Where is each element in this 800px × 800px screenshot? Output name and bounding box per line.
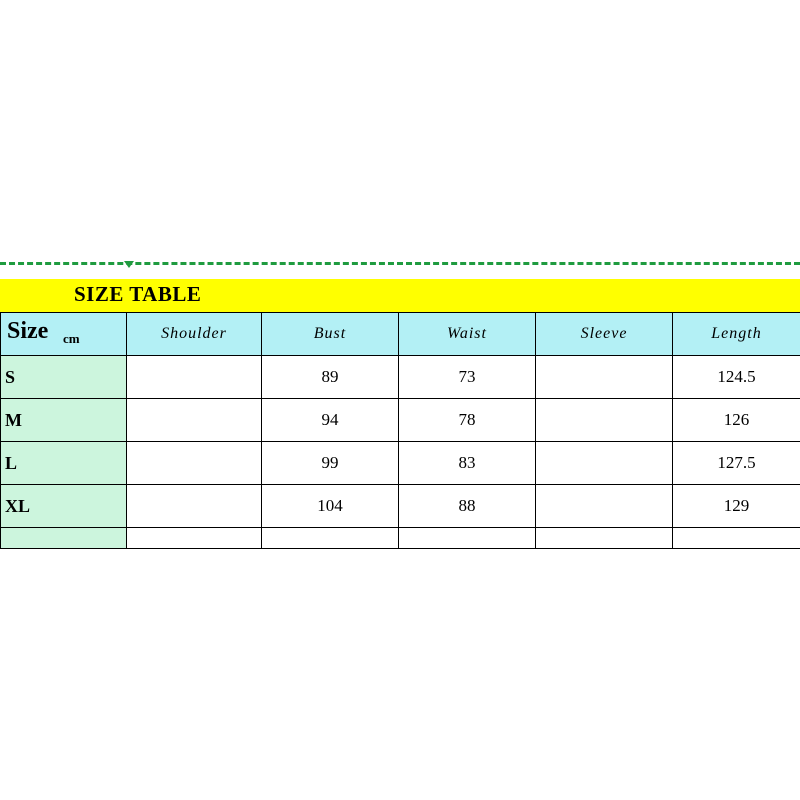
- cell-shoulder: [127, 356, 262, 399]
- cell-sleeve: [536, 442, 673, 485]
- table-row: [1, 399, 800, 442]
- cell-empty: [262, 528, 399, 549]
- cell-sleeve: [536, 356, 673, 399]
- cell-length: 126: [673, 399, 800, 442]
- table-row-partial: [1, 528, 800, 549]
- column-header-sleeve: Sleeve: [536, 313, 673, 356]
- cell-sleeve: [536, 399, 673, 442]
- cell-waist: 83: [399, 442, 536, 485]
- table-row: [1, 442, 800, 485]
- size-table-title-bar: [0, 279, 800, 312]
- size-chart-table: [0, 312, 800, 549]
- column-header-waist: Waist: [399, 313, 536, 356]
- column-header-shoulder: Shoulder: [127, 313, 262, 356]
- row-size-label: M: [1, 399, 127, 442]
- cell-waist: 88: [399, 485, 536, 528]
- corner-unit-label: cm: [63, 331, 80, 346]
- cell-shoulder: [127, 442, 262, 485]
- cell-bust: 104: [262, 485, 399, 528]
- cell-empty: [673, 528, 800, 549]
- table-header-row: [1, 313, 800, 356]
- row-size-label-empty: [1, 528, 127, 549]
- cell-empty: [127, 528, 262, 549]
- corner-size-label: Size: [7, 318, 49, 344]
- cell-length: 127.5: [673, 442, 800, 485]
- cell-bust: 94: [262, 399, 399, 442]
- row-size-label: XL: [1, 485, 127, 528]
- cell-shoulder: [127, 485, 262, 528]
- cell-shoulder: [127, 399, 262, 442]
- column-header-length: Length: [673, 313, 800, 356]
- cell-empty: [399, 528, 536, 549]
- cell-length: 124.5: [673, 356, 800, 399]
- row-size-label: S: [1, 356, 127, 399]
- marker-triangle-icon: [124, 261, 134, 268]
- dashed-divider: [0, 262, 800, 266]
- page-title: SIZE TABLE: [74, 282, 202, 306]
- cell-bust: 99: [262, 442, 399, 485]
- header-corner-cell: [1, 313, 127, 356]
- cell-bust: 89: [262, 356, 399, 399]
- cell-sleeve: [536, 485, 673, 528]
- cell-length: 129: [673, 485, 800, 528]
- table-row: [1, 485, 800, 528]
- cell-waist: 73: [399, 356, 536, 399]
- column-header-bust: Bust: [262, 313, 399, 356]
- row-size-label: L: [1, 442, 127, 485]
- cell-waist: 78: [399, 399, 536, 442]
- table-row: [1, 356, 800, 399]
- cell-empty: [536, 528, 673, 549]
